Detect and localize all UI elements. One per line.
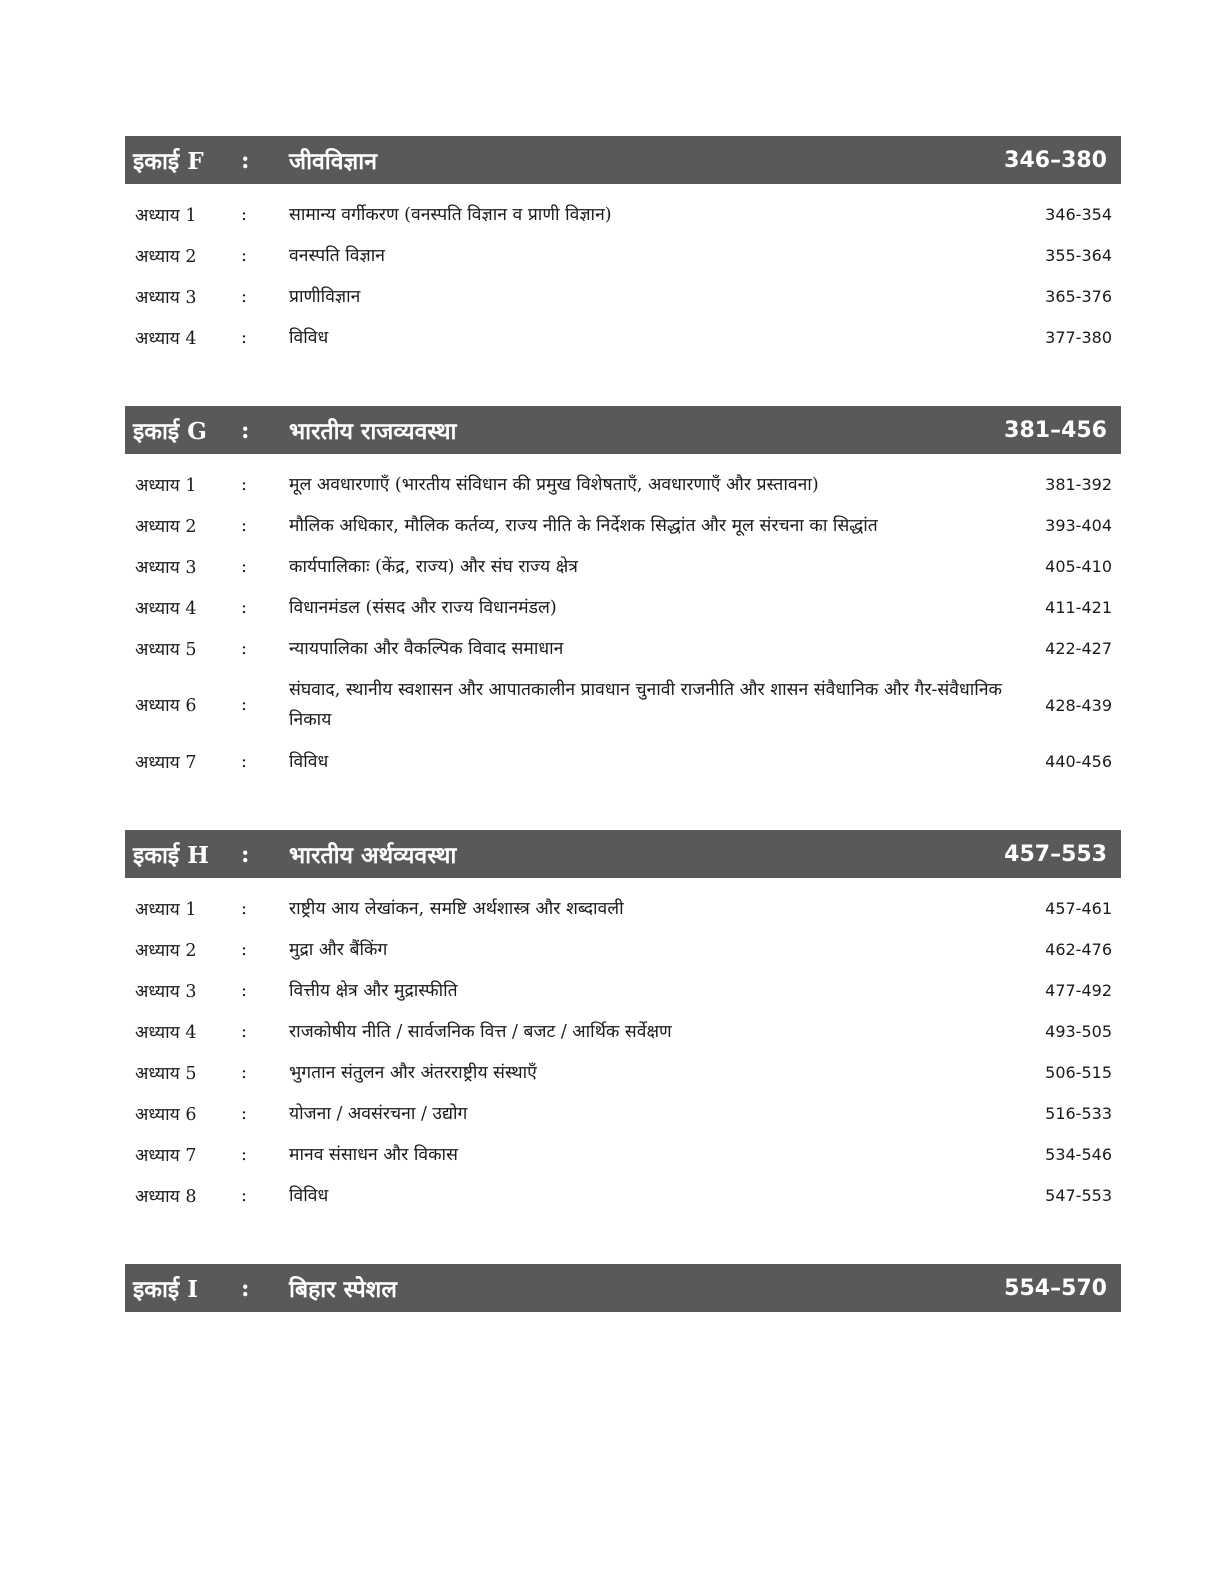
unit-f <box>125 136 1121 358</box>
chapter-title: योजना / अवसंरचना / उद्योग <box>289 1103 468 1124</box>
chapter-title: वित्तीय क्षेत्र और मुद्रास्फीति <box>289 980 458 1001</box>
chapter-colon: : <box>241 751 247 772</box>
chapter-label: अध्याय 4 <box>135 1022 197 1043</box>
chapter-title: विधानमंडल (संसद और राज्य विधानमंडल) <box>289 597 557 618</box>
chapter-list <box>125 184 1121 358</box>
chapter-colon: : <box>241 939 247 960</box>
unit-label: इकाई H <box>133 842 209 869</box>
chapter-label: अध्याय 2 <box>135 940 197 961</box>
unit-header <box>125 136 1121 184</box>
chapter-colon: : <box>241 695 247 715</box>
chapter-colon: : <box>241 1144 247 1165</box>
chapter-label: अध्याय 1 <box>135 475 197 496</box>
chapter-row <box>125 741 1121 782</box>
chapter-title: न्यायपालिका और वैकल्पिक विवाद समाधान <box>289 638 564 659</box>
chapter-title: विविध <box>289 1185 329 1206</box>
unit-colon: : <box>241 840 250 868</box>
chapter-colon: : <box>241 474 247 495</box>
unit-pages: 381–456 <box>1004 417 1107 443</box>
chapter-row <box>125 546 1121 587</box>
unit-header <box>125 406 1121 454</box>
chapter-title: राजकोषीय नीति / सार्वजनिक वित्त / बजट / आर्थिक सर्वेक्षण <box>289 1021 672 1042</box>
chapter-colon: : <box>241 1021 247 1042</box>
chapter-label: अध्याय 3 <box>135 557 197 578</box>
unit-header <box>125 830 1121 878</box>
unit-label: इकाई F <box>133 148 204 175</box>
chapter-colon: : <box>241 245 247 266</box>
unit-title: जीवविज्ञान <box>289 148 378 175</box>
chapter-colon: : <box>241 1185 247 1206</box>
unit-pages: 554–570 <box>1004 1275 1107 1301</box>
chapter-row <box>125 669 1121 741</box>
chapter-pages: 377-380 <box>1045 328 1112 347</box>
chapter-label: अध्याय 5 <box>135 1063 197 1084</box>
chapter-pages: 534-546 <box>1045 1145 1112 1164</box>
chapter-title: वनस्पति विज्ञान <box>289 245 385 266</box>
chapter-row <box>125 1052 1121 1093</box>
chapter-row <box>125 1011 1121 1052</box>
chapter-row <box>125 628 1121 669</box>
chapter-row <box>125 317 1121 358</box>
chapter-label: अध्याय 6 <box>135 1104 197 1125</box>
chapter-pages: 346-354 <box>1045 205 1112 224</box>
chapter-label: अध्याय 3 <box>135 287 197 308</box>
chapter-title: प्राणीविज्ञान <box>289 286 361 307</box>
chapter-pages: 477-492 <box>1045 981 1112 1000</box>
unit-header <box>125 1264 1121 1312</box>
chapter-row <box>125 505 1121 546</box>
chapter-pages: 365-376 <box>1045 287 1112 306</box>
chapter-label: अध्याय 1 <box>135 205 197 226</box>
chapter-row <box>125 464 1121 505</box>
chapter-list <box>125 878 1121 1216</box>
chapter-colon: : <box>241 898 247 919</box>
chapter-label: अध्याय 7 <box>135 752 197 773</box>
chapter-title: भुगतान संतुलन और अंतरराष्ट्रीय संस्थाएँ <box>289 1062 537 1083</box>
unit-h <box>125 830 1121 1216</box>
unit-title: भारतीय अर्थव्यवस्था <box>289 842 457 869</box>
chapter-title: राष्ट्रीय आय लेखांकन, समष्टि अर्थशास्त्र और शब्दावली <box>289 898 624 919</box>
chapter-pages: 462-476 <box>1045 940 1112 959</box>
chapter-row <box>125 929 1121 970</box>
chapter-label: अध्याय 6 <box>135 696 197 716</box>
chapter-colon: : <box>241 1103 247 1124</box>
unit-title: भारतीय राजव्यवस्था <box>289 418 457 445</box>
unit-i <box>125 1264 1121 1312</box>
unit-colon: : <box>241 1274 250 1302</box>
chapter-colon: : <box>241 515 247 536</box>
chapter-row <box>125 1175 1121 1216</box>
chapter-pages: 506-515 <box>1045 1063 1112 1082</box>
chapter-row <box>125 1134 1121 1175</box>
chapter-label: अध्याय 3 <box>135 981 197 1002</box>
unit-pages: 346–380 <box>1004 147 1107 173</box>
chapter-title: मुद्रा और बैंकिंग <box>289 939 388 960</box>
unit-label: इकाई I <box>133 1276 198 1303</box>
chapter-label: अध्याय 8 <box>135 1186 197 1207</box>
chapter-colon: : <box>241 286 247 307</box>
unit-g <box>125 406 1121 782</box>
chapter-row <box>125 276 1121 317</box>
chapter-pages: 516-533 <box>1045 1104 1112 1123</box>
chapter-colon: : <box>241 638 247 659</box>
table-of-contents <box>125 136 1121 1360</box>
chapter-label: अध्याय 5 <box>135 639 197 660</box>
chapter-colon: : <box>241 597 247 618</box>
chapter-title: विविध <box>289 751 329 772</box>
chapter-colon: : <box>241 556 247 577</box>
chapter-pages: 428-439 <box>1045 695 1112 715</box>
chapter-pages: 393-404 <box>1045 516 1112 535</box>
chapter-row <box>125 1093 1121 1134</box>
unit-label: इकाई G <box>133 418 207 445</box>
chapter-row <box>125 888 1121 929</box>
chapter-pages: 411-421 <box>1045 598 1112 617</box>
chapter-label: अध्याय 2 <box>135 516 197 537</box>
chapter-row <box>125 970 1121 1011</box>
unit-colon: : <box>241 146 250 174</box>
chapter-label: अध्याय 2 <box>135 246 197 267</box>
chapter-row <box>125 587 1121 628</box>
chapter-pages: 547-553 <box>1045 1186 1112 1205</box>
chapter-pages: 457-461 <box>1045 899 1112 918</box>
chapter-row <box>125 235 1121 276</box>
chapter-label: अध्याय 4 <box>135 328 197 349</box>
chapter-pages: 355-364 <box>1045 246 1112 265</box>
chapter-colon: : <box>241 204 247 225</box>
chapter-pages: 493-505 <box>1045 1022 1112 1041</box>
chapter-title: मौलिक अधिकार, मौलिक कर्तव्य, राज्य नीति के निर्देशक सिद्धांत और मूल संरचना का सिद्धांत <box>289 515 878 536</box>
chapter-title: संघवाद, स्थानीय स्वशासन और आपातकालीन प्रावधान चुनावी राजनीति और शासन संवैधानिक और गैर-संवैधानिक निकाय <box>289 680 1002 730</box>
chapter-title: सामान्य वर्गीकरण (वनस्पति विज्ञान व प्राणी विज्ञान) <box>289 204 612 225</box>
chapter-list <box>125 454 1121 782</box>
chapter-colon: : <box>241 980 247 1001</box>
chapter-colon: : <box>241 327 247 348</box>
chapter-label: अध्याय 4 <box>135 598 197 619</box>
chapter-label: अध्याय 1 <box>135 899 197 920</box>
chapter-colon: : <box>241 1062 247 1083</box>
chapter-row <box>125 194 1121 235</box>
chapter-title: मानव संसाधन और विकास <box>289 1144 458 1165</box>
chapter-pages: 422-427 <box>1045 639 1112 658</box>
chapter-pages: 440-456 <box>1045 752 1112 771</box>
chapter-title: विविध <box>289 327 329 348</box>
chapter-title: कार्यपालिकाः (केंद्र, राज्य) और संघ राज्य क्षेत्र <box>289 556 578 577</box>
chapter-pages: 381-392 <box>1045 475 1112 494</box>
chapter-label: अध्याय 7 <box>135 1145 197 1166</box>
chapter-pages: 405-410 <box>1045 557 1112 576</box>
unit-title: बिहार स्पेशल <box>289 1276 397 1303</box>
unit-colon: : <box>241 416 250 444</box>
unit-pages: 457–553 <box>1004 841 1107 867</box>
chapter-title: मूल अवधारणाएँ (भारतीय संविधान की प्रमुख विशेषताएँ, अवधारणाएँ और प्रस्तावना) <box>289 474 819 495</box>
